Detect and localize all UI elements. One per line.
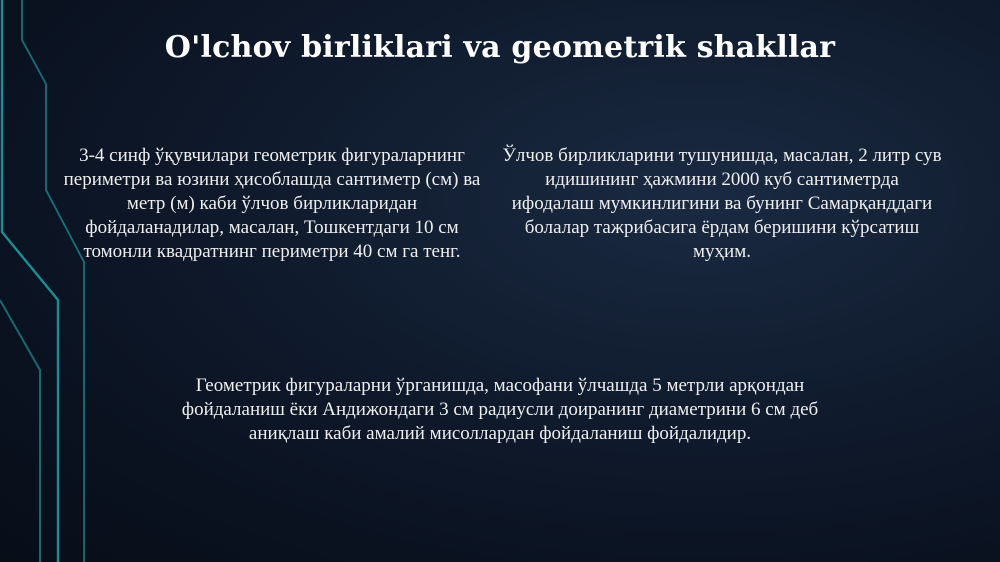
accent-line-outer bbox=[2, 0, 58, 562]
accent-line-inner bbox=[0, 300, 40, 562]
paragraph-bottom: Геометрик фигураларни ўрганишда, масофани ўлчашда 5 метрли арқондан фойдаланиш ёки Андижондаги 3 см радиусли доиранинг диаметрини 6 см деб аниқлаш каби амалий мисоллардан фойдаланиш фойдалидир. bbox=[181, 375, 819, 444]
paragraph-left: 3-4 синф ўқувчилари геометрик фигураларнинг периметри ва юзини ҳисоблашда сантиметр (см) ва метр (м) каби ўлчов бирликларидан фойдаланадилар, масалан, Тошкентдаги 10 см томонли квадратнинг периметри 40 см га тенг. bbox=[63, 145, 481, 262]
paragraph-right: Ўлчов бирликларини тушунишда, масалан, 2 литр сув идишининг ҳажмини 2000 куб сантиметрда ифодалаш мумкинлигини ва бунинг Самарқанддаги болалар тажрибасига ёрдам беришини кўрсатиш муҳим. bbox=[502, 145, 942, 262]
decorative-lines bbox=[0, 0, 90, 562]
accent-line-middle bbox=[22, 0, 84, 562]
slide-title: O'lchov birliklari va geometrik shakllar bbox=[164, 30, 836, 65]
